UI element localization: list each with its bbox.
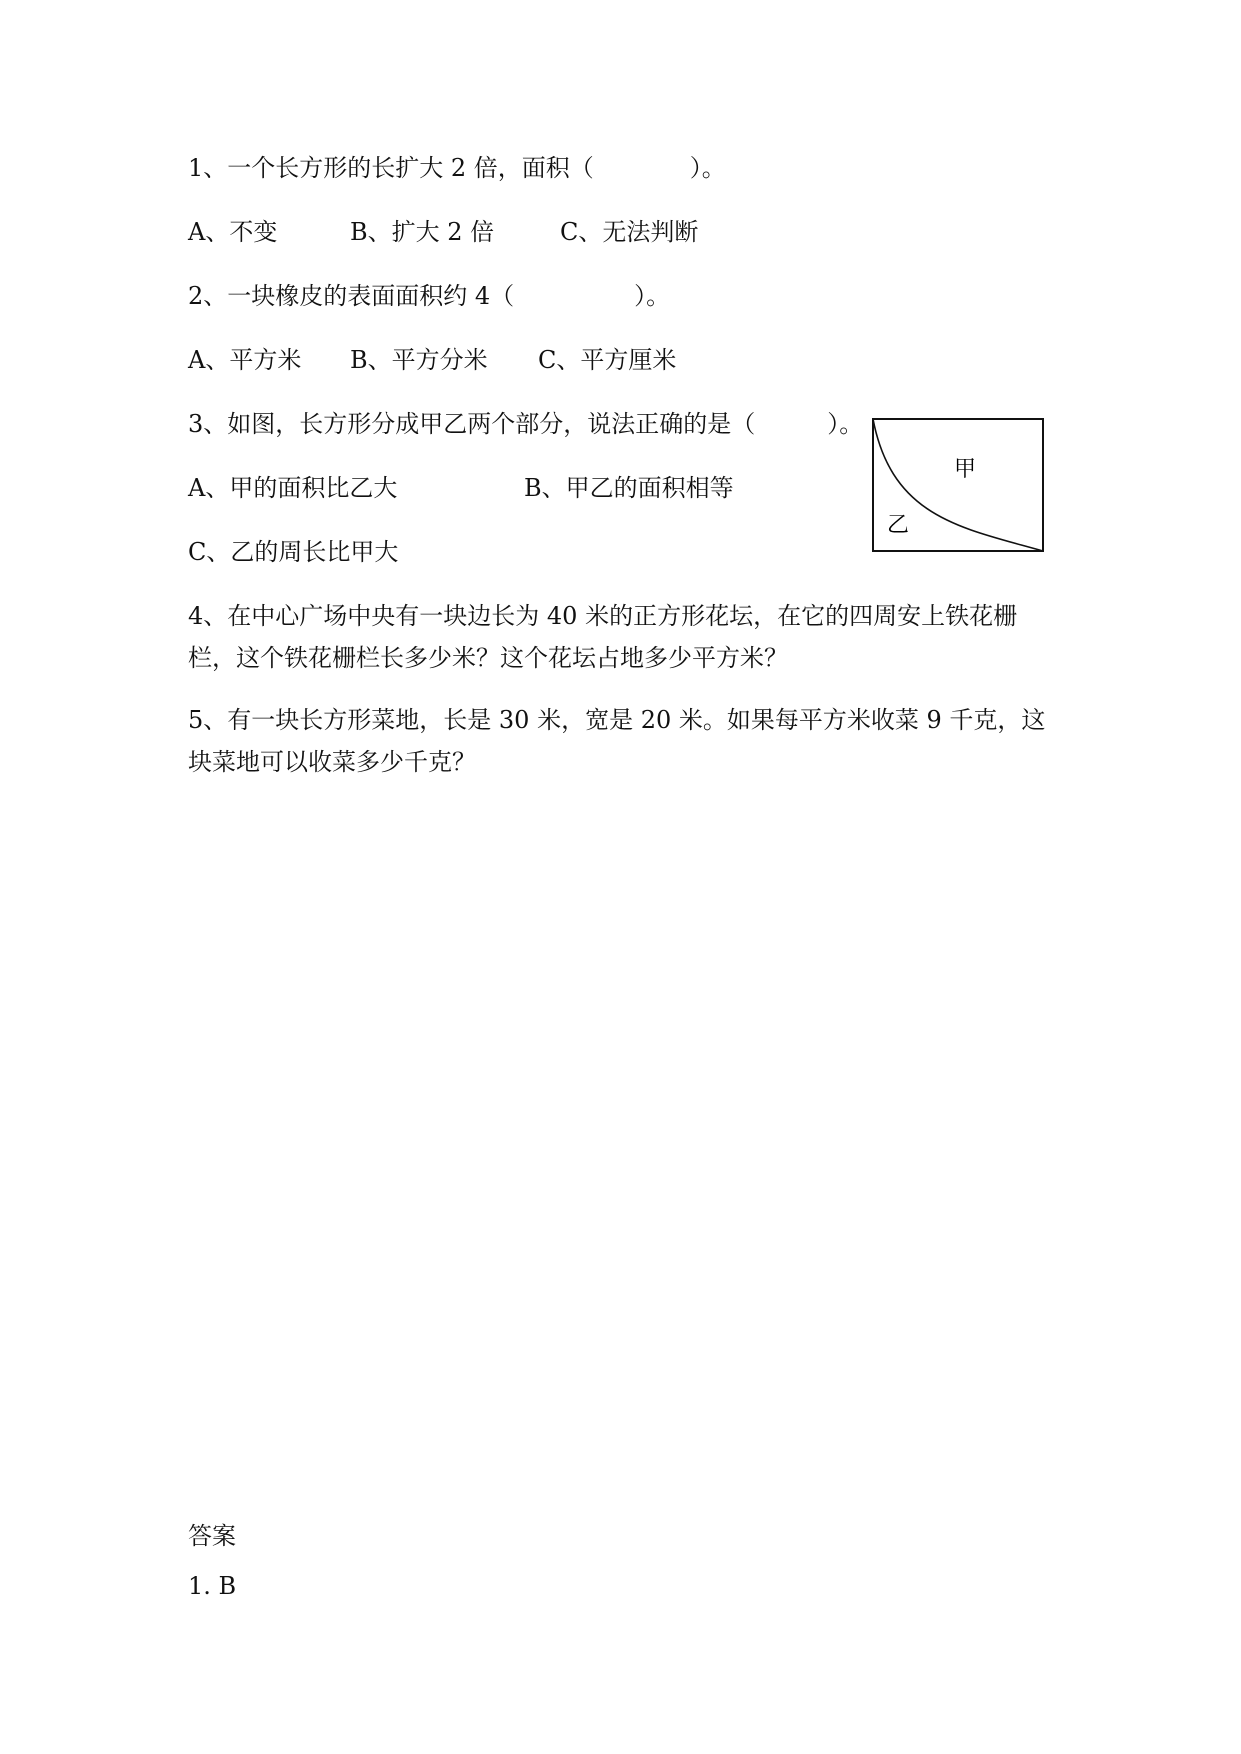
- question-2-option-a: A、平方米: [188, 346, 302, 374]
- question-1-option-c: C、无法判断: [560, 218, 699, 246]
- question-2-option-c: C、平方厘米: [538, 346, 677, 374]
- question-5-line-2: 块菜地可以收菜多少千克？: [188, 748, 476, 776]
- question-4-line-1: 4、在中心广场中央有一块边长为 40 米的正方形花坛，在它的四周安上铁花栅: [188, 602, 1018, 630]
- question-1-option-a: A、不变: [188, 218, 278, 246]
- question-2-stem: 2、一块橡皮的表面面积约 4（ ）。: [188, 282, 671, 310]
- answer-item-1: 1. B: [188, 1572, 237, 1600]
- question-4-line-2: 栏，这个铁花栅栏长多少米？这个花坛占地多少平方米？: [188, 644, 788, 672]
- label-yi: 乙: [887, 513, 910, 538]
- question-3-stem: 3、如图，长方形分成甲乙两个部分，说法正确的是（ ）。: [188, 410, 864, 438]
- label-jia: 甲: [954, 457, 977, 482]
- question-2-option-b: B、平方分米: [350, 346, 488, 374]
- rectangle-figure: [872, 418, 1044, 552]
- question-3-option-a: A、甲的面积比乙大: [188, 474, 398, 502]
- question-3-option-b: B、甲乙的面积相等: [524, 474, 734, 502]
- question-3-option-c: C、乙的周长比甲大: [188, 538, 399, 566]
- question-1-option-b: B、扩大 2 倍: [350, 218, 495, 246]
- question-1-stem: 1、一个长方形的长扩大 2 倍，面积（ ）。: [188, 154, 726, 182]
- answer-title: 答案: [188, 1522, 236, 1550]
- question-5-line-1: 5、有一块长方形菜地，长是 30 米，宽是 20 米。如果每平方米收菜 9 千克，这: [188, 706, 1046, 734]
